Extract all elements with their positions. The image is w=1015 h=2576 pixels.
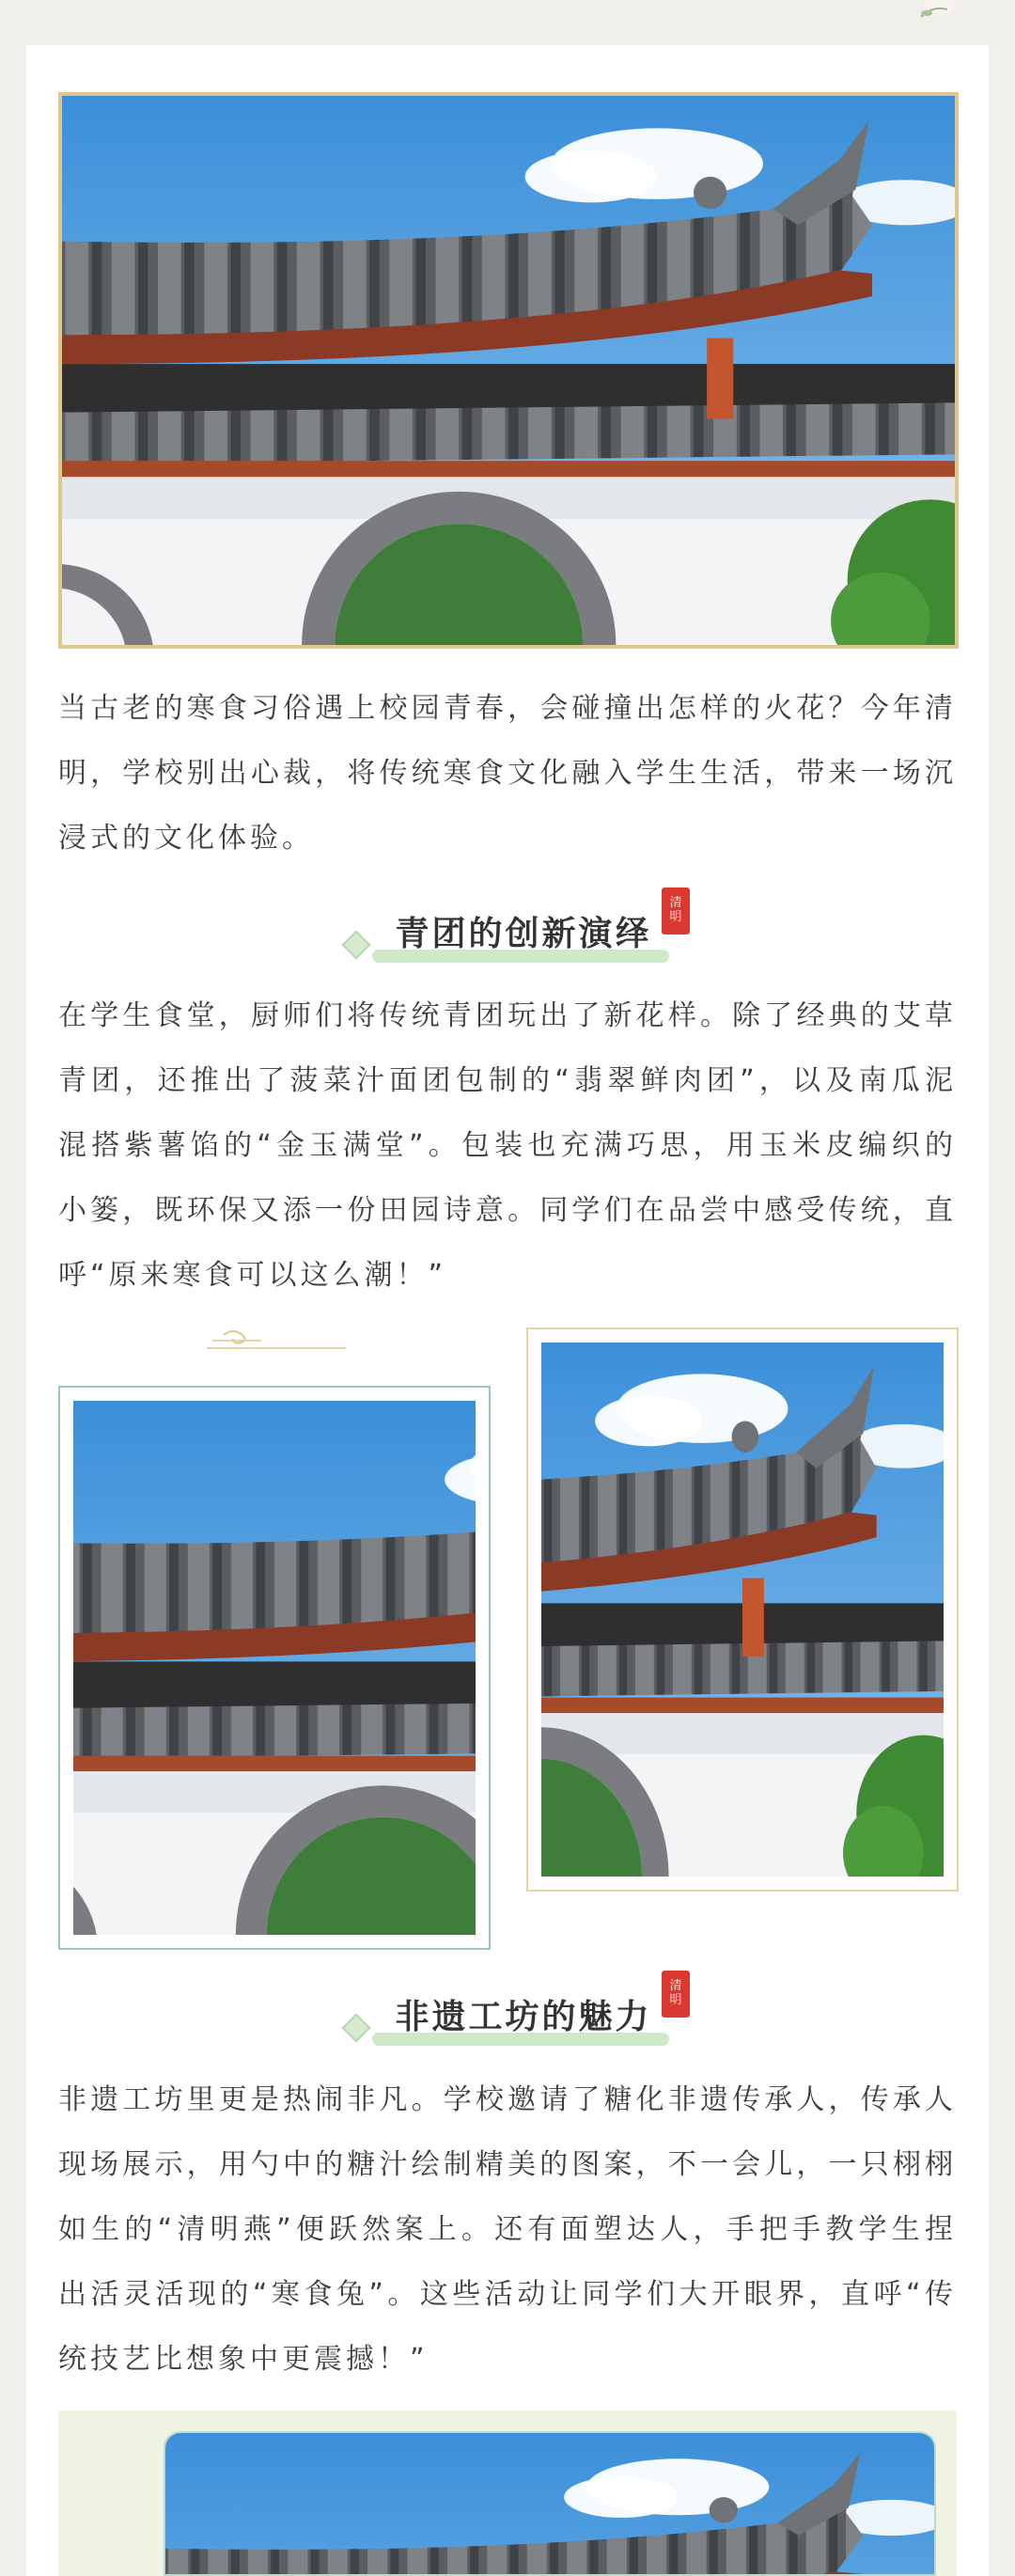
section-title-text: 非遗工坊的魅力: [395, 1998, 652, 2036]
diamond-bullet-icon: [341, 930, 370, 959]
qingming-seal-icon: 清 明: [662, 887, 690, 935]
section-body-qingtuan: 在学生食堂，厨师们将传统青团玩出了新花样。除了经典的艾草青团，还推出了菠菜汁面团包制的“翡翠鲜肉团”，以及南瓜泥混搭紫薯馅的“金玉满堂”。包装也充满巧思，用玉米皮编织的小篓，既环保又添一份田园诗意。同学们在品尝中感受传统，直呼“原来寒食可以这么潮！”: [58, 999, 957, 1292]
bottom-image: [164, 2431, 936, 2576]
section-body-feiyi: 非遗工坊里更是热闹非凡。学校邀请了糖化非遗传承人，传承人现场展示，用勺中的糖汁绘制精美的图案，不一会儿，一只栩栩如生的“清明燕”便跃然案上。还有面塑达人，手把手教学生捏出活灵活现的“寒食兔”。这些活动让同学们大开眼界，直呼“传统技艺比想象中更震撼！”: [58, 2083, 957, 2376]
hero-image-frame: [58, 92, 959, 649]
cloud-line-decoration: [205, 1326, 346, 1354]
section-title-feiyi: [26, 1979, 989, 2057]
bottom-image-panel: [58, 2411, 957, 2576]
floral-corner-decoration: [902, 0, 977, 23]
right-image-frame: [526, 1327, 959, 1892]
qingming-seal-icon: 清 明: [662, 1971, 690, 2018]
left-image: [73, 1401, 476, 1935]
right-image: [541, 1343, 944, 1877]
left-image-frame: [58, 1386, 491, 1950]
hero-image: [62, 96, 955, 645]
intro-paragraph: 当古老的寒食习俗遇上校园青春，会碰撞出怎样的火花？今年清明，学校别出心裁，将传统寒食文化融入学生生活，带来一场沉浸式的文化体验。: [58, 692, 957, 855]
diamond-bullet-icon: [341, 2013, 370, 2042]
section-title-qingtuan: [26, 896, 989, 974]
article-card: [26, 45, 989, 2576]
section-title-text: 青团的创新演绎: [395, 915, 652, 953]
